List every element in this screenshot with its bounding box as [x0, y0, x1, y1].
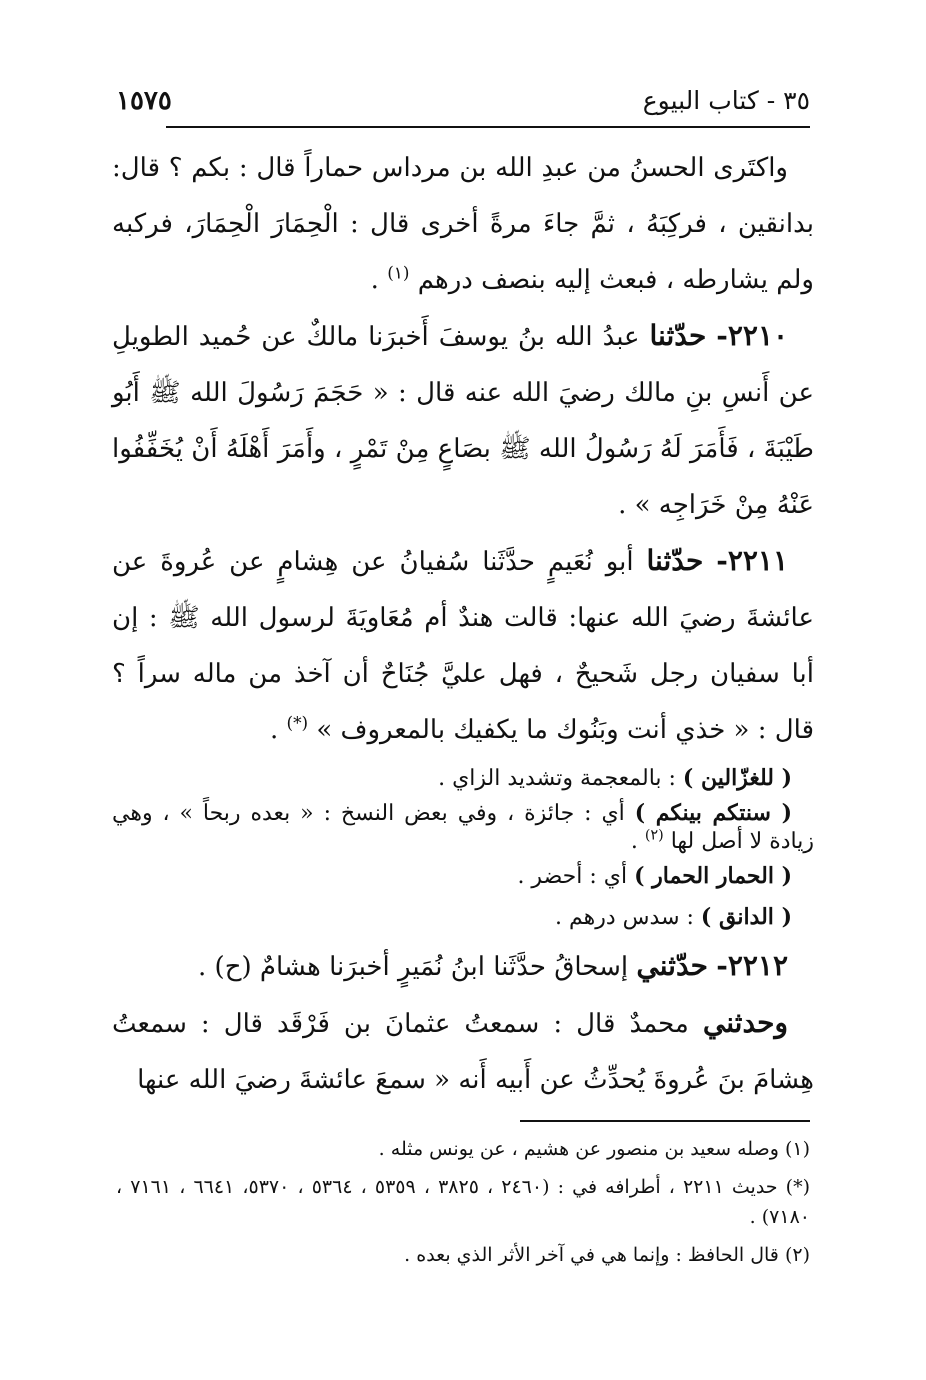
running-head [116, 86, 810, 122]
narration-verb: حدّثني [636, 949, 708, 982]
paragraph-end: . [370, 265, 388, 295]
hadith-number: ٢٢١٠- [716, 319, 789, 352]
footnote-text: حديث ٢٢١١ ، أطرافه في : (٢٤٦٠ ، ٣٨٢٥ ، ٥٣٥٩ ، ٥٣٦٤ ، ٥٣٧٠، ٦٦٤١ ، ٧١٦١ ، ٧١٨٠) . [116, 1176, 810, 1228]
hadith-number: ٢٢١١- [716, 544, 788, 577]
footnotes [116, 1134, 810, 1278]
hadith-2212-continued [112, 995, 814, 1108]
gloss-2 [112, 799, 814, 856]
gloss-term: ( الدانق ) [700, 904, 792, 930]
hadith-text: عبدُ الله بنُ يوسفَ أَخبرَنا مالكٌ عن حُميد الطويلِ عن أَنسِ بنِ مالك رضيَ الله عنه قال : « حَجَمَ رَسُولَ الله ﷺ أَبُو طَيْبَةَ ، فَأَمَرَ لَهُ رَسُولُ الله ﷺ بصَاعٍ مِنْ تَمْرٍ ، وأَمَرَ أَهْلَهُ أَنْ يُخَفِّفُوا عَنْهُ مِنْ خَرَاجِه » . [112, 322, 814, 520]
footnote-ref[interactable]: (*) [286, 712, 309, 733]
hadith-2212 [112, 938, 814, 995]
gloss-term: ( الحمار الحمار ) [634, 863, 792, 889]
page-number: ١٥٧٥ [116, 86, 172, 116]
gloss-text: أي : جائزة ، وفي بعض النسخ : « بعده ربحاً » ، وهي زيادة لا أصل لها [112, 801, 814, 854]
footnote-marker: (*) [785, 1176, 810, 1198]
hadith-number: ٢٢١٢- [716, 949, 788, 982]
paragraph-intro [112, 140, 814, 308]
narration-verb: حدّثنا [649, 319, 707, 352]
hadith-2210 [112, 308, 814, 533]
footnote-marker: (١) [784, 1138, 810, 1160]
footnote-marker: (٢) [784, 1244, 810, 1266]
gloss-end: . [630, 829, 645, 854]
header-rule [166, 126, 810, 128]
footnote-star [116, 1172, 810, 1232]
hadith-end: . [269, 715, 287, 745]
gloss-3 [112, 856, 814, 897]
gloss-1 [112, 758, 814, 799]
gloss-text: : بالمعجمة وتشديد الزاي . [438, 766, 683, 791]
hadith-text: أبو نُعَيمٍ حدَّثَنا سُفيانُ عن هِشامٍ عن عُروةَ عن عائشةَ رضيَ الله عنها: قالت هندٌ أم مُعَاويَةَ لرسول الله ﷺ : إن أبا سفيان رجل شَحيحٌ ، فهل عليَّ جُنَاحٌ أن آخذ من ماله سراً ؟ قال : « خذي أنت وبَنُوك ما يكفيك بالمعروف » [112, 547, 814, 745]
gloss-term: ( للغزّالين ) [682, 765, 792, 791]
gloss-text: أي : أحضر . [517, 864, 635, 889]
footnote-rule [520, 1120, 810, 1122]
hadith-text: إسحاقُ حدَّثَنا ابنُ نُمَيرٍ أخبرَنا هشامٌ (ح) . [198, 952, 637, 982]
footnote-text: وصله سعيد بن منصور عن هشيم ، عن يونس مثله . [378, 1138, 785, 1160]
gloss-term: ( سنتكم بينكم ) [634, 800, 792, 826]
chapter-title: ٣٥ - كتاب البيوع [642, 86, 810, 115]
footnote-ref[interactable]: (١) [387, 262, 410, 283]
footnote-2 [116, 1240, 810, 1270]
footnote-ref[interactable]: (٢) [644, 827, 664, 844]
narration-verb: وحدثني [702, 1006, 788, 1039]
footnote-text: قال الحافظ : وإنما هي في آخر الأثر الذي بعده . [404, 1244, 785, 1266]
narration-verb: حدّثنا [646, 544, 704, 577]
hadith-text: محمدٌ قال : سمعتُ عثمانَ بن فَرْقَد قال : سمعتُ هِشامَ بنَ عُروةَ يُحدِّثُ عن أَبيه أَنه « سمعَ عائشةَ رضيَ الله عنها [112, 1009, 814, 1095]
paragraph-text: واكتَرى الحسنُ من عبدِ الله بن مرداس حماراً قال : بكم ؟ قال: بدانقين ، فركِبَهُ ، ثمَّ جاءَ مرةً أخرى قال : الْحِمَارَ الْحِمَارَ، فركبه ولم يشارطه ، فبعث إليه بنصف درهم [112, 153, 814, 295]
footnote-1 [116, 1134, 810, 1164]
hadith-2211 [112, 533, 814, 758]
gloss-4 [112, 897, 814, 938]
main-text [112, 140, 814, 1108]
gloss-text: : سدس درهم . [555, 905, 701, 930]
